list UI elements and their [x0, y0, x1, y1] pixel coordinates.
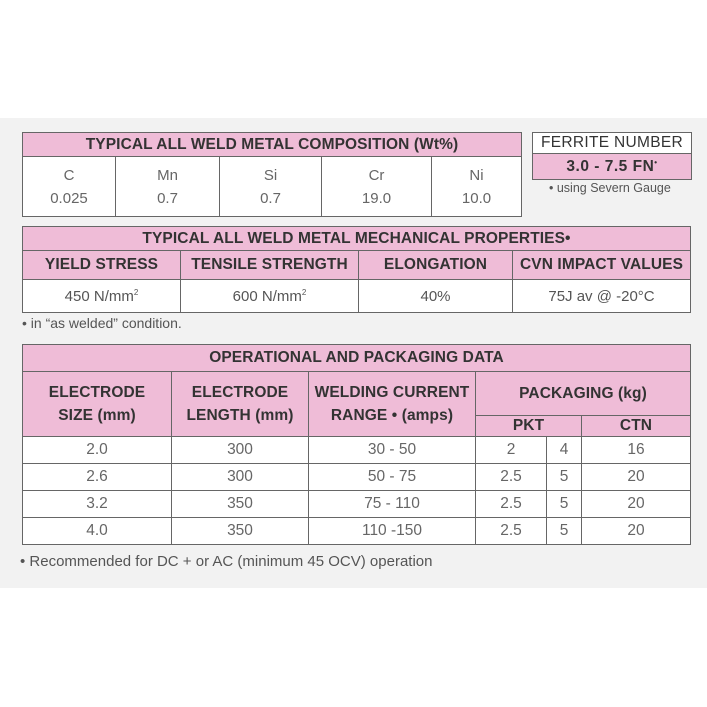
element-symbol: Mn: [157, 166, 178, 184]
tensile-strength-value: 600 $N/mm^2$: [181, 280, 359, 313]
size-cell: 2.0: [23, 437, 172, 464]
pkt-count-cell: 4: [547, 437, 582, 464]
operational-footnote: • Recommended for DC + or AC (minimum 45 OCV) operation: [20, 553, 433, 570]
element-value: 0.7: [260, 189, 281, 207]
column-header: TENSILE STRENGTH: [181, 251, 359, 280]
pkt-kg-cell: 2.5: [476, 464, 547, 491]
operational-table: [22, 344, 691, 545]
current-cell: 30 - 50: [309, 437, 476, 464]
ctn-cell: 20: [582, 491, 691, 518]
elongation-value: 40%: [359, 280, 513, 313]
element-value: 10.0: [461, 189, 492, 207]
header-packaging: PACKAGING (kg): [476, 372, 691, 416]
header-pkt: PKT: [476, 416, 582, 437]
pkt-count-cell: 5: [547, 491, 582, 518]
element-symbol: Ni: [469, 166, 484, 184]
length-cell: 350: [172, 491, 309, 518]
mechanical-table: [22, 226, 691, 313]
table-row: [23, 437, 691, 464]
current-cell: 50 - 75: [309, 464, 476, 491]
size-cell: 4.0: [23, 518, 172, 545]
ferrite-value: 3.0 - 7.5 FN: [566, 157, 655, 175]
size-cell: 3.2: [23, 491, 172, 518]
mechanical-note: • in “as welded” condition.: [22, 315, 182, 331]
element-symbol: C: [63, 166, 75, 184]
ferrite-title: FERRITE NUMBER: [533, 133, 692, 154]
table-row: [23, 464, 691, 491]
element-value: 0.7: [157, 189, 178, 207]
header-ctn: CTN: [582, 416, 691, 437]
composition-cell-mn: [116, 157, 220, 217]
composition-cell-c: [23, 157, 116, 217]
ctn-cell: 16: [582, 437, 691, 464]
element-symbol: Cr: [368, 166, 385, 184]
table-row: [23, 518, 691, 545]
composition-cell-cr: [322, 157, 432, 217]
header-electrode-size: ELECTRODE SIZE (mm): [23, 372, 172, 437]
composition-cell-si: [220, 157, 322, 217]
current-cell: 75 - 110: [309, 491, 476, 518]
operational-title: OPERATIONAL AND PACKAGING DATA: [23, 345, 691, 372]
element-value: 0.025: [50, 189, 88, 207]
table-row: [23, 491, 691, 518]
ferrite-table: [532, 132, 692, 180]
pkt-kg-cell: 2: [476, 437, 547, 464]
column-header: ELONGATION: [359, 251, 513, 280]
yield-stress-value: 450 $N/mm^2$: [23, 280, 181, 313]
composition-cell-ni: [432, 157, 522, 217]
pkt-kg-cell: 2.5: [476, 518, 547, 545]
composition-title: TYPICAL ALL WELD METAL COMPOSITION (Wt%): [23, 133, 522, 157]
size-cell: 2.6: [23, 464, 172, 491]
cvn-value: 75J av @ -20°C: [513, 280, 691, 313]
current-cell: 110 -150: [309, 518, 476, 545]
ferrite-value-cell: [533, 154, 692, 180]
pkt-kg-cell: 2.5: [476, 491, 547, 518]
element-symbol: Si: [263, 166, 278, 184]
ferrite-value-mark: •: [654, 157, 658, 167]
pkt-count-cell: 5: [547, 518, 582, 545]
header-welding-current: WELDING CURRENT RANGE • (amps): [309, 372, 476, 437]
column-header: YIELD STRESS: [23, 251, 181, 280]
length-cell: 300: [172, 464, 309, 491]
header-electrode-length: ELECTRODE LENGTH (mm): [172, 372, 309, 437]
ferrite-note: • using Severn Gauge: [549, 181, 671, 195]
pkt-count-cell: 5: [547, 464, 582, 491]
ctn-cell: 20: [582, 518, 691, 545]
element-value: 19.0: [361, 189, 392, 207]
length-cell: 300: [172, 437, 309, 464]
ctn-cell: 20: [582, 464, 691, 491]
length-cell: 350: [172, 518, 309, 545]
column-header: CVN IMPACT VALUES: [513, 251, 691, 280]
mechanical-title: TYPICAL ALL WELD METAL MECHANICAL PROPERTIES•: [23, 227, 691, 251]
composition-table: [22, 132, 522, 217]
